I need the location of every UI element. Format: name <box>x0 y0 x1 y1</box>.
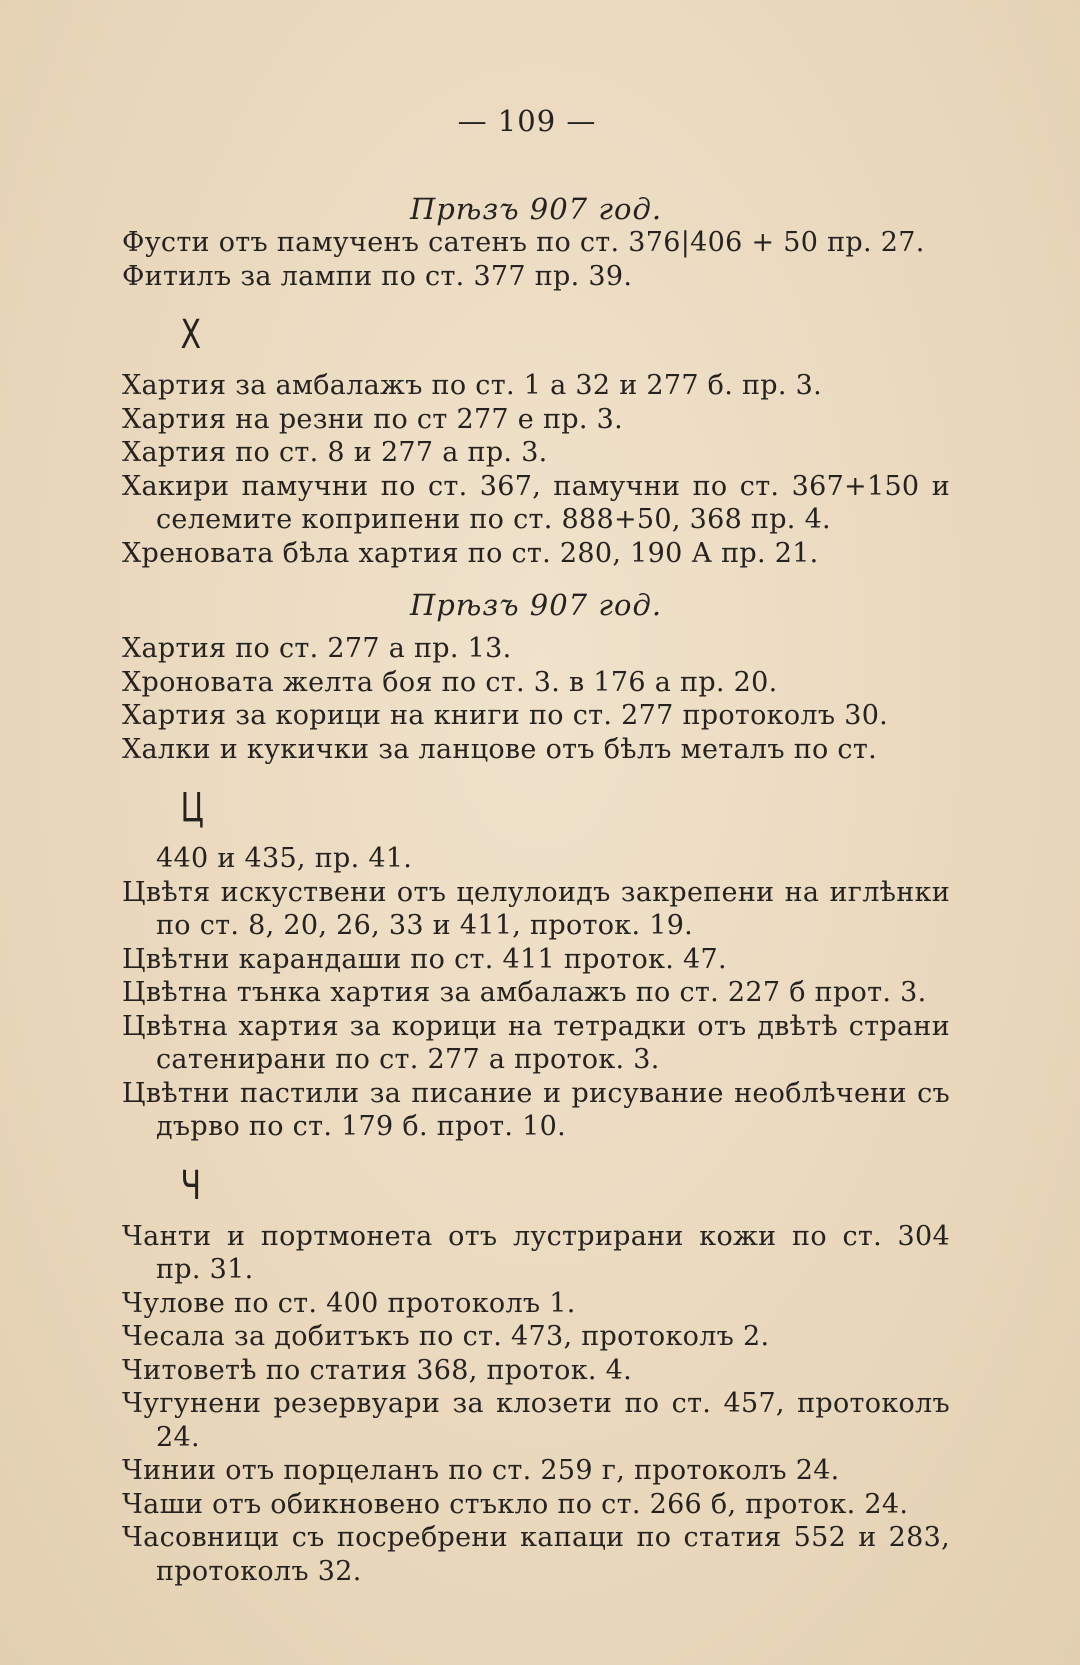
entry: Хроновата желта боя по ст. 3. в 176 а пр. 20. <box>122 666 778 698</box>
entry: Чинии отъ порцеланъ по ст. 259 г, протоколъ 24. <box>122 1455 840 1486</box>
letter-ts-entries <box>122 842 950 1144</box>
letter-heading-ch: Ч <box>180 1162 202 1209</box>
entry: Цвѣтни пастили за писание и рисувание необлѣчени съ дърво по ст. 179 б. прот. 10. <box>122 1077 950 1142</box>
section-1907-second-entries <box>122 632 950 766</box>
page-body <box>122 192 950 1588</box>
section-heading-1907-second: Прѣзъ 907 год. <box>409 588 663 622</box>
entry: Хартия за амбалажъ по ст. 1 а 32 и 277 б. пр. 3. <box>122 370 823 401</box>
entry: Цвѣтя искуствени отъ целулоидъ закрепени на иглѣнки по ст. 8, 20, 26, 33 и 411, проток. 19. <box>122 876 950 941</box>
entry: Хартия по ст. 277 а пр. 13. <box>122 633 512 664</box>
entry: Чаши отъ обикновено стъкло по ст. 266 б, проток. 24. <box>122 1488 909 1520</box>
entry: Цвѣтна тънка хартия за амбалажъ по ст. 227 б прот. 3. <box>122 977 927 1008</box>
entry: Хреновата бѣла хартия по ст. 280, 190 А пр. 21. <box>122 537 819 569</box>
letter-heading-kh: Х <box>180 312 202 358</box>
letter-heading-ts: Ц <box>180 785 204 831</box>
entry: Халки и кукички за ланцове отъ бѣлъ металъ по ст. <box>122 733 877 765</box>
entry-continuation: 440 и 435, пр. 41. <box>156 843 413 874</box>
entry: Чесала за добитъкъ по ст. 473, протоколъ 2. <box>122 1321 770 1352</box>
entry: Читоветѣ по статия 368, проток. 4. <box>122 1354 633 1386</box>
entry: Чанти и портмонета отъ лустрирани кожи по ст. 304 пр. 31. <box>122 1220 950 1285</box>
entry: Часовници съ посребрени капаци по статия 552 и 283, протоколъ 32. <box>122 1522 950 1587</box>
letter-kh-entries <box>122 369 950 570</box>
letter-ch-entries <box>122 1220 950 1589</box>
entry: Чугунени резервуари за клозети по ст. 457, протоколъ 24. <box>122 1388 950 1453</box>
entry: Хакири памучни по ст. 367, памучни по ст. 367+150 и селемите коприпени по ст. 888+50, 368 пр. 4. <box>122 470 950 535</box>
entry: Фитилъ за лампи по ст. 377 пр. 39. <box>122 260 633 292</box>
section-1907-entries <box>122 226 950 293</box>
entry: Чулове по ст. 400 протоколъ 1. <box>122 1287 576 1319</box>
entry: Цвѣтни карандаши по ст. 411 проток. 47. <box>122 943 727 975</box>
entry: Фусти отъ памученъ сатенъ по ст. 376|406 + 50 пр. 27. <box>122 227 925 258</box>
page-number: — 109 — <box>457 104 597 138</box>
entry: Хартия за корици на книги по ст. 277 протоколъ 30. <box>122 700 889 731</box>
entry: Хартия на резни по ст 277 е пр. 3. <box>122 403 623 435</box>
entry: Цвѣтна хартия за корици на тетрадки отъ двѣтѣ страни сатенирани по ст. 277 а проток. 3. <box>122 1010 950 1075</box>
entry: Хартия по ст. 8 и 277 а пр. 3. <box>122 437 548 468</box>
section-heading-1907: Прѣзъ 907 год. <box>409 192 663 226</box>
